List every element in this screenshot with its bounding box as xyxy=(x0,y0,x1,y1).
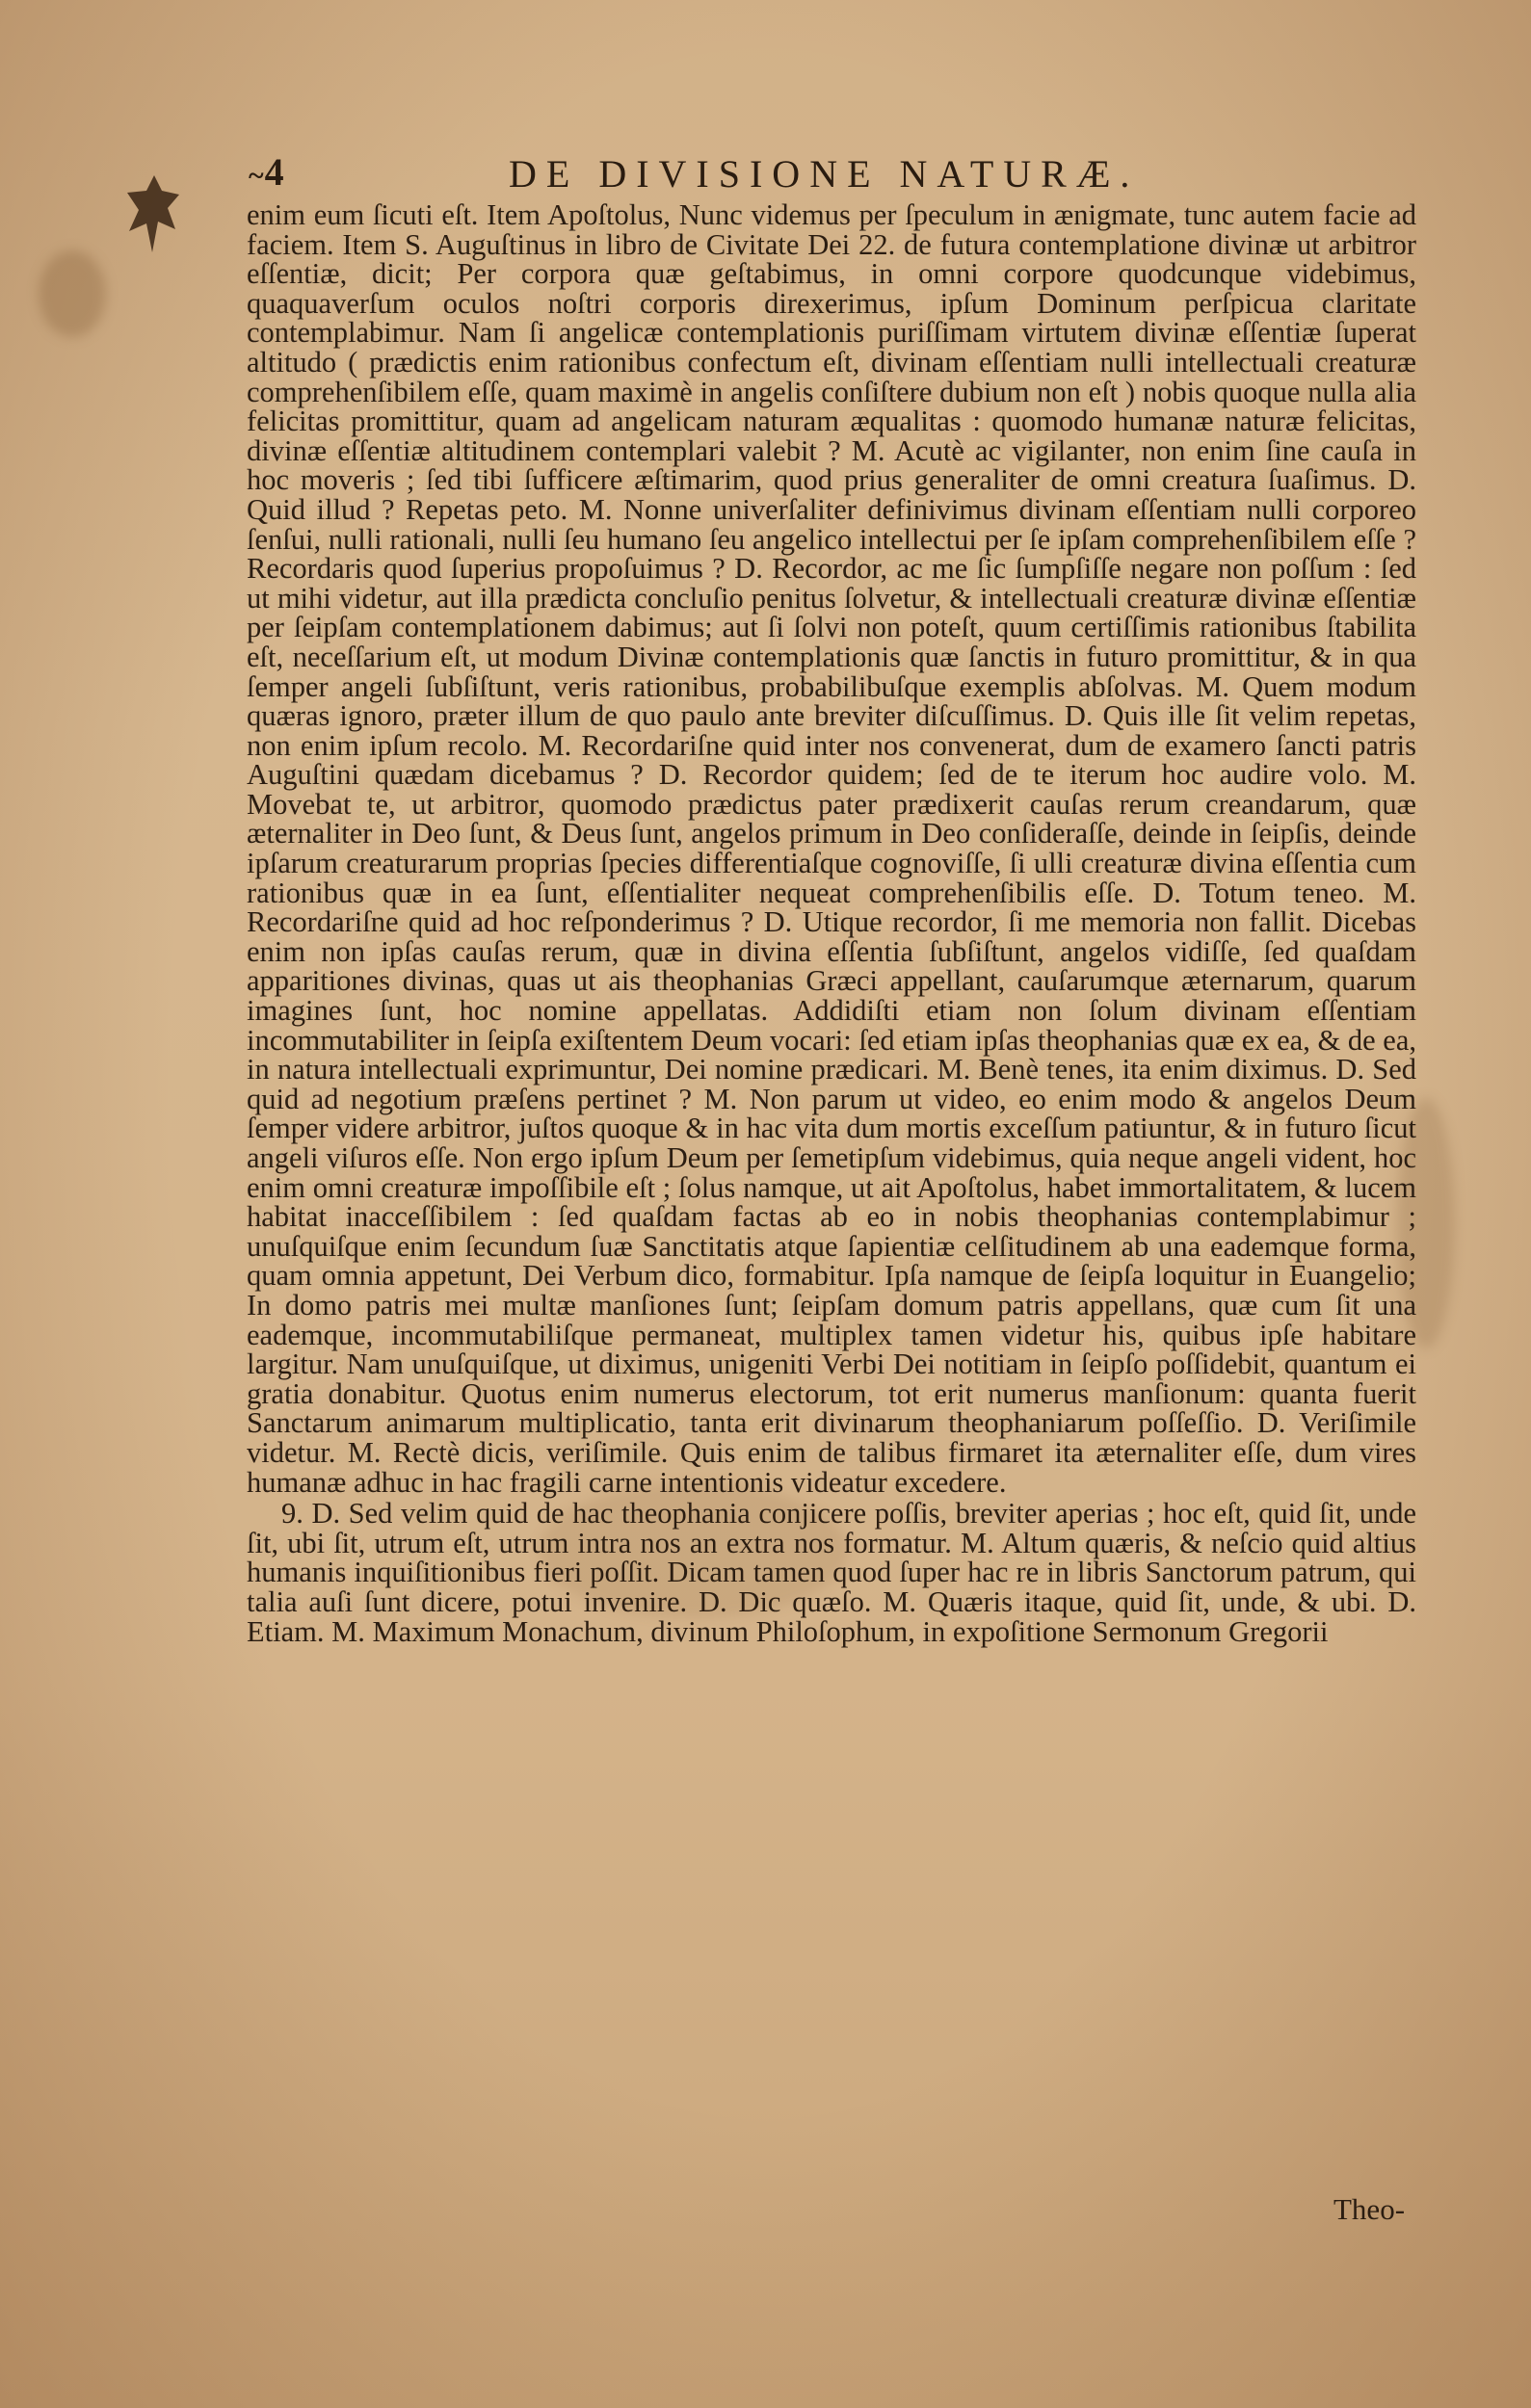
paper-stain xyxy=(39,250,106,337)
running-title: DE DIVISIONE NATURÆ. xyxy=(509,152,1140,196)
running-head xyxy=(249,149,1424,197)
page-number: ~4 xyxy=(249,150,285,194)
main-text xyxy=(247,200,1416,1646)
paragraph-9: 9. D. Sed velim quid de hac theophania conjicere poſſis, breviter aperias ; hoc eſt, quid ſit, unde ſit, ubi ſit, utrum eſt, utrum intra nos an extra nos formatur. M. Altum quæris, & neſcio quid altius humanis inquiſitionibus fieri poſſit. Dicam tamen quod ſuper hac re in libris Sanctorum patrum, qui talia auſi ſunt dicere, potui invenire. D. Dic quæſo. M. Quæris itaque, quid ſit, unde, & ubi. D. Etiam. M. Maximum Monachum, divinum Philoſophum, in expoſitione Sermonum Gregorii xyxy=(247,1497,1416,1648)
ink-blot-icon xyxy=(125,173,183,254)
paragraph: enim eum ſicuti eſt. Item Apoſtolus, Nunc videmus per ſpeculum in ænigmate, tunc autem facie ad faciem. Item S. Auguſtinus in libro de Civitate Dei 22. de futura contemplatione divinæ ut arbitror eſſentiæ, dicit; Per corpora quæ geſtabimus, in omni corpore quodcunque videbimus, quaquaverſum oculos noſtri corporis direxerimus, ipſum Dominum perſpicua claritate contemplabimur. Nam ſi angelicæ contemplationis puriſſimam virtutem divinæ eſſentiæ ſuperat altitudo ( prædictis enim rationibus confectum eſt, divinam eſſentiam nulli intellectuali creaturæ comprehenſibilem eſſe, quam maximè in angelis conſiſtere dubium non eſt ) nobis quoque nulla alia felicitas promittitur, quam ad angelicam naturam æqualitas : quomodo humanæ naturæ felicitas, divinæ eſſentiæ altitudinem contemplari valebit ? M. Acutè ac vigilanter, non enim ſine cauſa in hoc moveris ; ſed tibi ſufficere æſtimarim, quod prius generaliter de omni creatura ſuaſimus. D. Quid illud ? Repetas peto. M. Nonne univerſaliter definivimus divinam eſſentiam nulli corporeo ſenſui, nulli rationali, nulli ſeu humano ſeu angelico intellectui per ſe ipſam comprehenſibilem eſſe ? Recordaris quod ſuperius propoſuimus ? D. Recordor, ac me ſic ſumpſiſſe negare non poſſum : ſed ut mihi videtur, aut illa prædicta concluſio penitus ſolvetur, & intellectuali creaturæ divinæ eſſentiæ per ſeipſam contemplationem dabimus; aut ſi ſolvi non poteſt, quum certiſſimis rationibus ſtabilita eſt, neceſſarium eſt, ut modum Divinæ contemplationis quæ ſanctis in futuro promittitur, & in qua ſemper angeli ſubſiſtunt, veris rationibus, probabilibuſque exemplis abſolvas. M. Quem modum quæras ignoro, præter illum de quo paulo ante breviter diſcuſſimus. D. Quis ille ſit velim repetas, non enim ipſum recolo. M. Recordariſne quid inter nos convenerat, dum de examero ſancti patris Auguſtini quædam dicebamus ? D. Recordor quidem; ſed de te iterum hoc audire volo. M. Movebat te, ut arbitror, quomodo prædictus pater prædixerit cauſas rerum creandarum, quæ æternaliter in Deo ſunt, & Deus ſunt, angelos primum in Deo conſideraſſe, deinde in ſeipſis, deinde ipſarum creaturarum proprias ſpecies differentiaſque cognoviſſe, ſi ulli creaturæ divina eſſentia cum rationibus quæ in ea ſunt, eſſentialiter nequeat comprehenſibilis eſſe. D. Totum teneo. M. Recordariſne quid ad hoc reſponderimus ? D. Utique recordor, ſi me memoria non fallit. Dicebas enim non ipſas cauſas rerum, quæ in divina eſſentia ſubſiſtunt, angelos vidiſſe, ſed quaſdam apparitiones divinas, quas ut ais theophanias Græci appellant, cauſarumque æternarum, quarum imagines ſunt, hoc nomine appellatas. Addidiſti etiam non ſolum divinam eſſentiam incommutabiliter in ſeipſa exiſtentem Deum vocari: ſed etiam ipſas theophanias quæ ex ea, & de ea, in natura intellectuali exprimuntur, Dei nomine prædicari. M. Benè tenes, ita enim diximus. D. Sed quid ad negotium præſens pertinet ? M. Non parum ut video, eo enim modo & angelos Deum ſemper videre arbitror, juſtos quoque & in hac vita dum mortis exceſſum patiuntur, & in futuro ſicut angeli viſuros eſſe. Non ergo ipſum Deum per ſemetipſum videbimus, quia neque angeli vident, hoc enim omni creaturæ impoſſibile eſt ; ſolus namque, ut ait Apoſtolus, habet immortalitatem, & lucem habitat inacceſſibilem : ſed quaſdam factas ab eo in nobis theophanias contemplabimur ; unuſquiſque enim ſecundum ſuæ Sanctitatis atque ſapientiæ celſitudinem ab una eademque forma, quam omnia appetunt, Dei Verbum dico, formabitur. Ipſa namque de ſeipſa loquitur in Euangelio; In domo patris mei multæ manſiones ſunt; ſeipſam domum patris appellans, quæ cum ſit una eademque, incommutabiliſque permaneat, multiplex tamen videtur his, quibus ipſe habitare largitur. Nam unuſquiſque, ut diximus, unigeniti Verbi Dei notitiam in ſeipſo poſſidebit, quantum ei gratia donabitur. Quotus enim numerus electorum, tot erit numerus manſionum: quanta fuerit Sanctarum animarum multiplicatio, tanta erit divinarum theophaniarum poſſeſſio. D. Veriſimile videtur. M. Rectè dicis, veriſimile. Quis enim de talibus firmaret ita æternaliter eſſe, dum vires humanæ adhuc in hac fragili carne intentionis videatur excedere. xyxy=(247,198,1416,1499)
catchword: Theo- xyxy=(1333,2192,1406,2226)
